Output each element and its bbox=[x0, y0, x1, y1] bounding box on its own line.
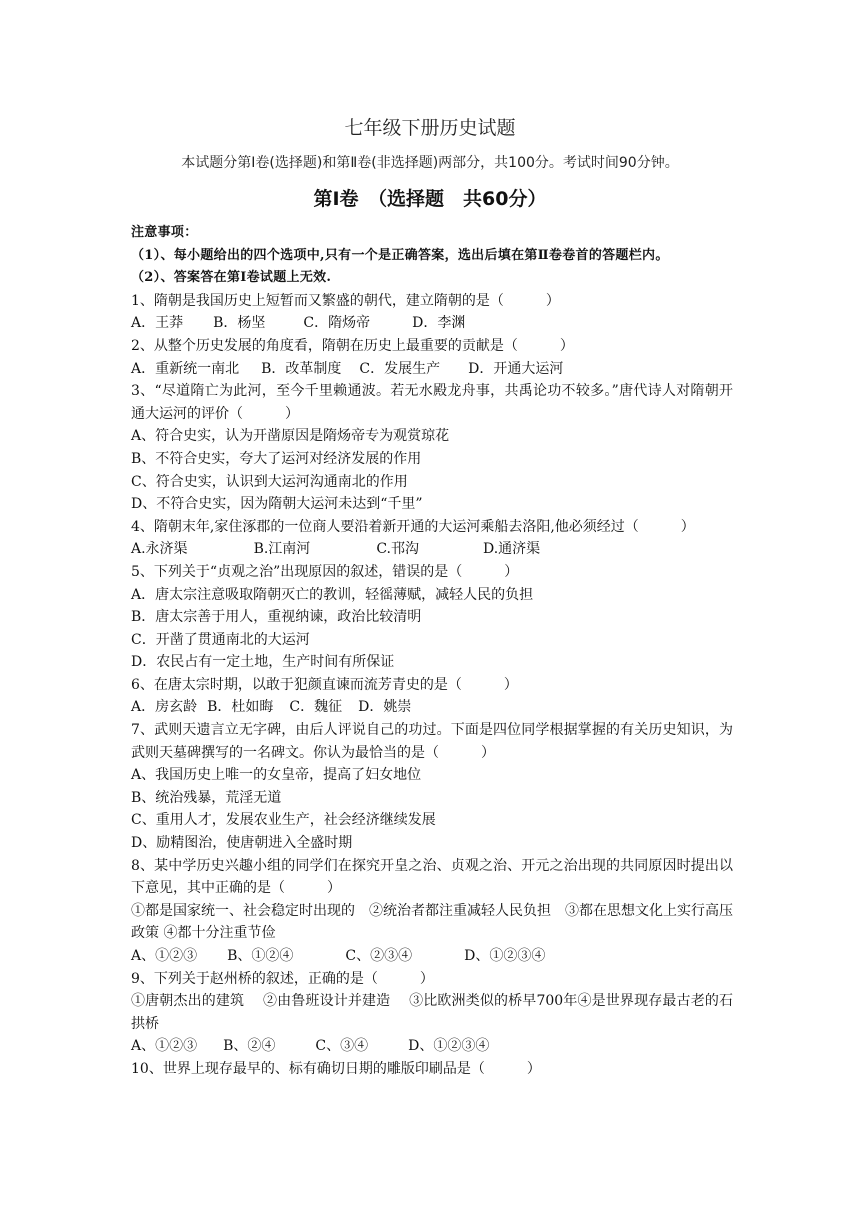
question-1-stem: 1、隋朝是我国历史上短暂而又繁盛的朝代，建立隋朝的是（ ） bbox=[131, 292, 560, 309]
option-a: A．房玄龄 bbox=[131, 699, 198, 716]
option-c: C、③④ bbox=[315, 1038, 369, 1055]
question-8-stem: 8、某中学历史兴趣小组的同学们在探究开皇之治、贞观之治、开元之治出现的共同原因时提出以下意见，其中正确的是（ ） bbox=[131, 857, 733, 897]
question-7-option-c: C、重用人才，发展农业生产，社会经济继续发展 bbox=[131, 812, 436, 829]
option-a: A．王莽 bbox=[131, 315, 184, 332]
question-3-option-c: C、符合史实，认识到大运河沟通南北的作用 bbox=[131, 473, 408, 490]
question-2-stem: 2、从整个历史发展的角度看，隋朝在历史上最重要的贡献是（ ） bbox=[131, 337, 574, 354]
question-4-options bbox=[131, 538, 733, 561]
question-9-statements: ①唐朝杰出的建筑 ②由鲁班设计并建造 ③比欧洲类似的桥早700年④是世界现存最古老的石拱桥 bbox=[131, 993, 733, 1032]
question-5-option-d: D．农民占有一定土地，生产时间有所保证 bbox=[131, 654, 395, 671]
question-7-stem: 7、武则天遗言立无字碑，由后人评说自己的功过。下面是四位同学根据掌握的有关历史知识，为武则天墓碑撰写的一名碑文。你认为最恰当的是（ ） bbox=[131, 722, 733, 761]
question-5-option-a: A．唐太宗注意吸取隋朝灭亡的教训，轻徭薄赋，减轻人民的负担 bbox=[131, 586, 534, 603]
question-5-stem: 5、下列关于“贞观之治”出现原因的叙述，错误的是（ ） bbox=[131, 563, 519, 580]
question-1-options bbox=[131, 312, 733, 335]
question-9-options bbox=[131, 1035, 733, 1058]
option-a: A、①②③ bbox=[131, 948, 198, 964]
option-d: D．李渊 bbox=[412, 315, 466, 332]
question-3-option-a: A、符合史实，认为开凿原因是隋炀帝专为观赏琼花 bbox=[131, 428, 450, 445]
option-c: C.邗沟 bbox=[376, 541, 419, 558]
option-c: C、②③④ bbox=[345, 948, 413, 964]
option-b: B．杨坚 bbox=[213, 315, 266, 332]
page-title: 七年级下册历史试题 bbox=[344, 117, 516, 139]
option-a: A.永济渠 bbox=[131, 541, 188, 558]
question-3-option-d: D、不符合史实，因为隋朝大运河未达到“千里” bbox=[131, 496, 423, 513]
question-3-stem: 3、“尽道隋亡为此河，至今千里赖通波。若无水殿龙舟事，共禹论功不较多。”唐代诗人对隋朝开通大运河的评价（ ） bbox=[131, 383, 733, 422]
question-10-stem: 10、世界上现存最早的、标有确切日期的雕版印刷品是（ ） bbox=[131, 1060, 541, 1077]
option-c: C．发展生产 bbox=[359, 360, 441, 377]
question-2-options bbox=[131, 358, 733, 381]
question-5-option-b: B．唐太宗善于用人，重视纳谏，政治比较清明 bbox=[131, 609, 422, 626]
option-c: C．隋炀帝 bbox=[303, 315, 371, 332]
option-a: A、①②③ bbox=[131, 1038, 198, 1055]
option-b: B、①②④ bbox=[227, 948, 294, 964]
question-5-option-c: C．开凿了贯通南北的大运河 bbox=[131, 631, 310, 648]
question-7-option-a: A、我国历史上唯一的女皇帝，提高了妇女地位 bbox=[131, 767, 422, 784]
question-9-stem: 9、下列关于赵州桥的叙述，正确的是（ ） bbox=[131, 970, 434, 987]
question-4-stem: 4、隋朝末年,家住涿郡的一位商人要沿着新开通的大运河乘船去洛阳,他必须经过（ ） bbox=[131, 518, 695, 535]
option-b: B．改革制度 bbox=[261, 360, 342, 377]
option-d: D．开通大运河 bbox=[468, 360, 564, 377]
option-d: D、①②③④ bbox=[408, 1038, 490, 1055]
question-7-option-d: D、励精图治，使唐朝进入全盛时期 bbox=[131, 835, 353, 852]
option-c: C．魏征 bbox=[289, 699, 343, 716]
option-d: D.通济渠 bbox=[482, 541, 541, 558]
exam-instructions: 本试题分第Ⅰ卷(选择题)和第Ⅱ卷(非选择题)两部分，共100分。考试时间90分钟。 bbox=[181, 155, 679, 171]
section-heading: 第Ⅰ卷 （选择题 共60分） bbox=[313, 188, 547, 210]
question-8-options bbox=[131, 945, 733, 968]
notice-item-2: （2）、答案答在第Ⅰ卷试题上无效. bbox=[131, 270, 332, 286]
option-a: A．重新统一南北 bbox=[131, 360, 240, 377]
question-8-statements: ①都是国家统一、社会稳定时出现的 ②统治者都注重减轻人民负担 ③都在思想文化上实行高压政策 ④都十分注重节俭 bbox=[131, 902, 733, 942]
option-b: B．杜如晦 bbox=[207, 699, 274, 716]
notice-item-1: （1）、每小题给出的四个选项中,只有一个是正确答案，选出后填在第Ⅱ卷卷首的答题栏内。 bbox=[131, 247, 669, 263]
exam-content bbox=[131, 222, 733, 1081]
option-b: B、②④ bbox=[223, 1038, 276, 1055]
question-7-option-b: B、统治残暴，荒淫无道 bbox=[131, 789, 282, 806]
option-d: D．姚崇 bbox=[358, 699, 412, 716]
question-6-stem: 6、在唐太宗时期，以敢于犯颜直谏而流芳青史的是（ ） bbox=[131, 676, 518, 693]
option-d: D、①②③④ bbox=[464, 948, 546, 964]
question-3-option-b: B、不符合史实，夸大了运河对经济发展的作用 bbox=[131, 450, 422, 467]
notice-heading: 注意事项： bbox=[131, 225, 198, 240]
option-b: B.江南河 bbox=[253, 541, 311, 558]
question-6-options bbox=[131, 696, 733, 719]
